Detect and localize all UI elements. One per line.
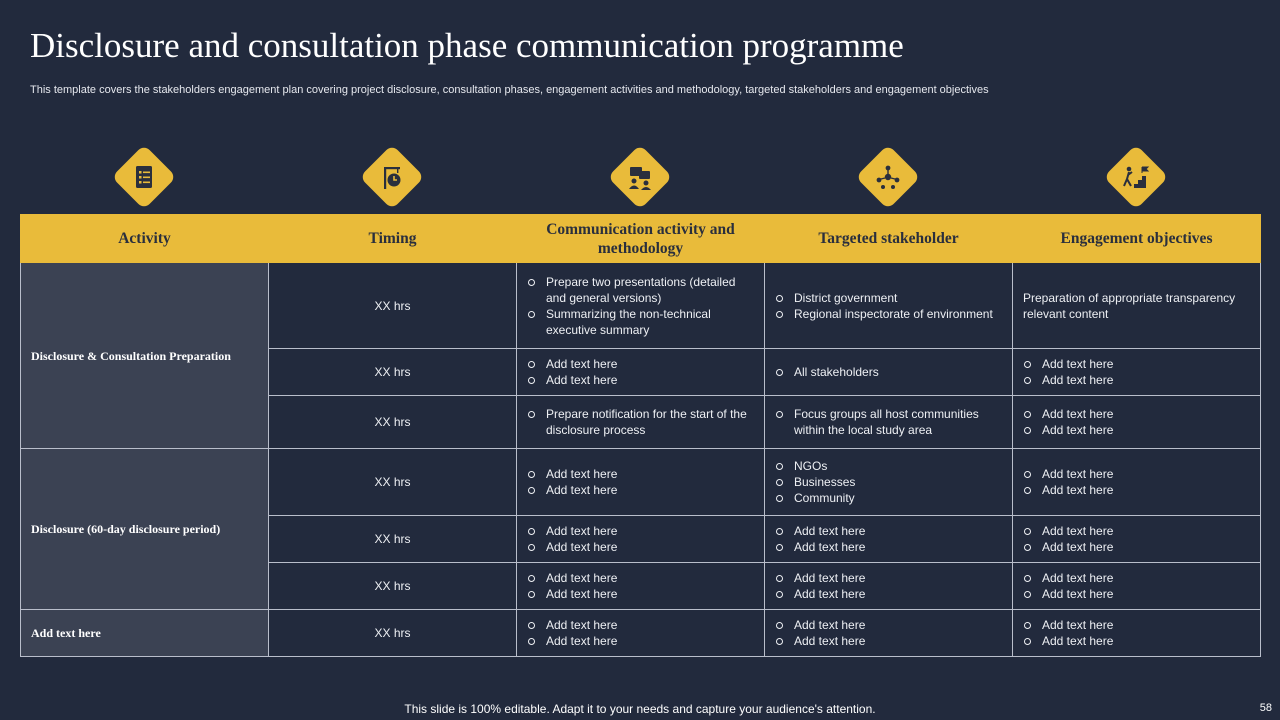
table-row	[21, 263, 1261, 349]
objectives-icon-cell	[1012, 144, 1260, 210]
list-item: Add text here	[527, 482, 754, 498]
page-title: Disclosure and consultation phase communication programme	[30, 26, 904, 65]
table-row	[21, 610, 1261, 657]
list-item: Add text here	[1023, 539, 1250, 555]
list-item: Prepare two presentations (detailed and general versions)	[527, 274, 754, 306]
timing-cell: XX hrs	[269, 396, 517, 449]
list-item: Community	[775, 490, 1002, 506]
table-header-row	[21, 215, 1261, 263]
list-item: NGOs	[775, 458, 1002, 474]
icon-row	[20, 144, 1260, 210]
list-item: Add text here	[775, 523, 1002, 539]
phase-label: Disclosure (60-day disclosure period)	[31, 522, 221, 536]
timing-cell: XX hrs	[269, 449, 517, 516]
list-item: Add text here	[1023, 466, 1250, 482]
list-item: District government	[775, 290, 1002, 306]
methodology-cell	[517, 449, 765, 516]
phase-cell	[21, 449, 269, 610]
timing-cell: XX hrs	[269, 516, 517, 563]
list-item: Add text here	[1023, 586, 1250, 602]
list-item: Focus groups all host communities within the local study area	[775, 406, 1002, 438]
objectives-cell: Preparation of appropriate transparency relevant content	[1013, 263, 1261, 349]
table-row	[21, 449, 1261, 516]
phase-label: Add text here	[31, 626, 101, 640]
timing-cell: XX hrs	[269, 610, 517, 657]
presentation-meeting-icon	[625, 162, 655, 192]
header-stakeholder: Targeted stakeholder	[765, 215, 1013, 263]
timing-cell: XX hrs	[269, 263, 517, 349]
timing-cell: XX hrs	[269, 563, 517, 610]
list-item: Add text here	[527, 586, 754, 602]
list-item: Prepare notification for the start of the disclosure process	[527, 406, 754, 438]
list-item: Summarizing the non-technical executive summary	[527, 306, 754, 338]
list-item: Businesses	[775, 474, 1002, 490]
page-subtitle: This template covers the stakeholders engagement plan covering project disclosure, consultation phases, engagement activities and methodology, targeted stakeholders and engagement objectives	[30, 84, 989, 96]
list-item: Add text here	[775, 570, 1002, 586]
stakeholders-network-icon	[873, 162, 903, 192]
list-item: Add text here	[1023, 570, 1250, 586]
methodology-cell	[517, 563, 765, 610]
methodology-cell	[517, 263, 765, 349]
list-item: Add text here	[775, 586, 1002, 602]
activity-icon-cell	[20, 144, 268, 210]
methodology-cell	[517, 349, 765, 396]
list-item: Add text here	[1023, 406, 1250, 422]
list-item: Add text here	[527, 523, 754, 539]
list-item: Add text here	[527, 356, 754, 372]
stakeholder-cell	[765, 396, 1013, 449]
header-timing: Timing	[269, 215, 517, 263]
list-item: Add text here	[775, 539, 1002, 555]
header-activity: Activity	[21, 215, 269, 263]
objectives-cell	[1013, 349, 1261, 396]
list-item: Add text here	[527, 466, 754, 482]
list-item: Add text here	[775, 633, 1002, 649]
footer-note: This slide is 100% editable. Adapt it to your needs and capture your audience's attention.	[404, 702, 876, 716]
timing-signpost-icon	[377, 162, 407, 192]
list-item: Add text here	[1023, 356, 1250, 372]
header-methodology: Communication activity and methodology	[517, 215, 765, 263]
timing-icon-cell	[268, 144, 516, 210]
timing-cell: XX hrs	[269, 349, 517, 396]
communication-programme-table	[20, 214, 1261, 657]
list-item: Add text here	[1023, 633, 1250, 649]
methodology-cell	[517, 610, 765, 657]
list-item: Add text here	[1023, 422, 1250, 438]
checklist-document-icon	[129, 162, 159, 192]
list-item: Add text here	[775, 617, 1002, 633]
stakeholder-cell	[765, 610, 1013, 657]
list-item: Add text here	[527, 617, 754, 633]
objectives-cell	[1013, 610, 1261, 657]
list-item: Add text here	[1023, 617, 1250, 633]
list-item: Add text here	[1023, 523, 1250, 539]
header-objectives: Engagement objectives	[1013, 215, 1261, 263]
climbing-goal-icon	[1121, 162, 1151, 192]
stakeholder-cell	[765, 349, 1013, 396]
stakeholder-cell	[765, 449, 1013, 516]
list-item: All stakeholders	[775, 364, 1002, 380]
phase-cell	[21, 610, 269, 657]
objectives-cell	[1013, 396, 1261, 449]
list-item: Add text here	[1023, 372, 1250, 388]
stakeholder-cell	[765, 563, 1013, 610]
list-item: Add text here	[527, 633, 754, 649]
objectives-cell	[1013, 449, 1261, 516]
list-item: Add text here	[527, 372, 754, 388]
objectives-cell	[1013, 516, 1261, 563]
list-item: Add text here	[527, 570, 754, 586]
methodology-cell	[517, 396, 765, 449]
methodology-icon-cell	[516, 144, 764, 210]
list-item: Regional inspectorate of environment	[775, 306, 1002, 322]
objectives-cell	[1013, 563, 1261, 610]
methodology-cell	[517, 516, 765, 563]
phase-cell: Disclosure & Consultation Preparation	[21, 263, 269, 449]
stakeholder-cell	[765, 263, 1013, 349]
stakeholder-cell	[765, 516, 1013, 563]
list-item: Add text here	[1023, 482, 1250, 498]
list-item: Add text here	[527, 539, 754, 555]
stakeholder-icon-cell	[764, 144, 1012, 210]
page-number: 58	[1259, 702, 1272, 714]
